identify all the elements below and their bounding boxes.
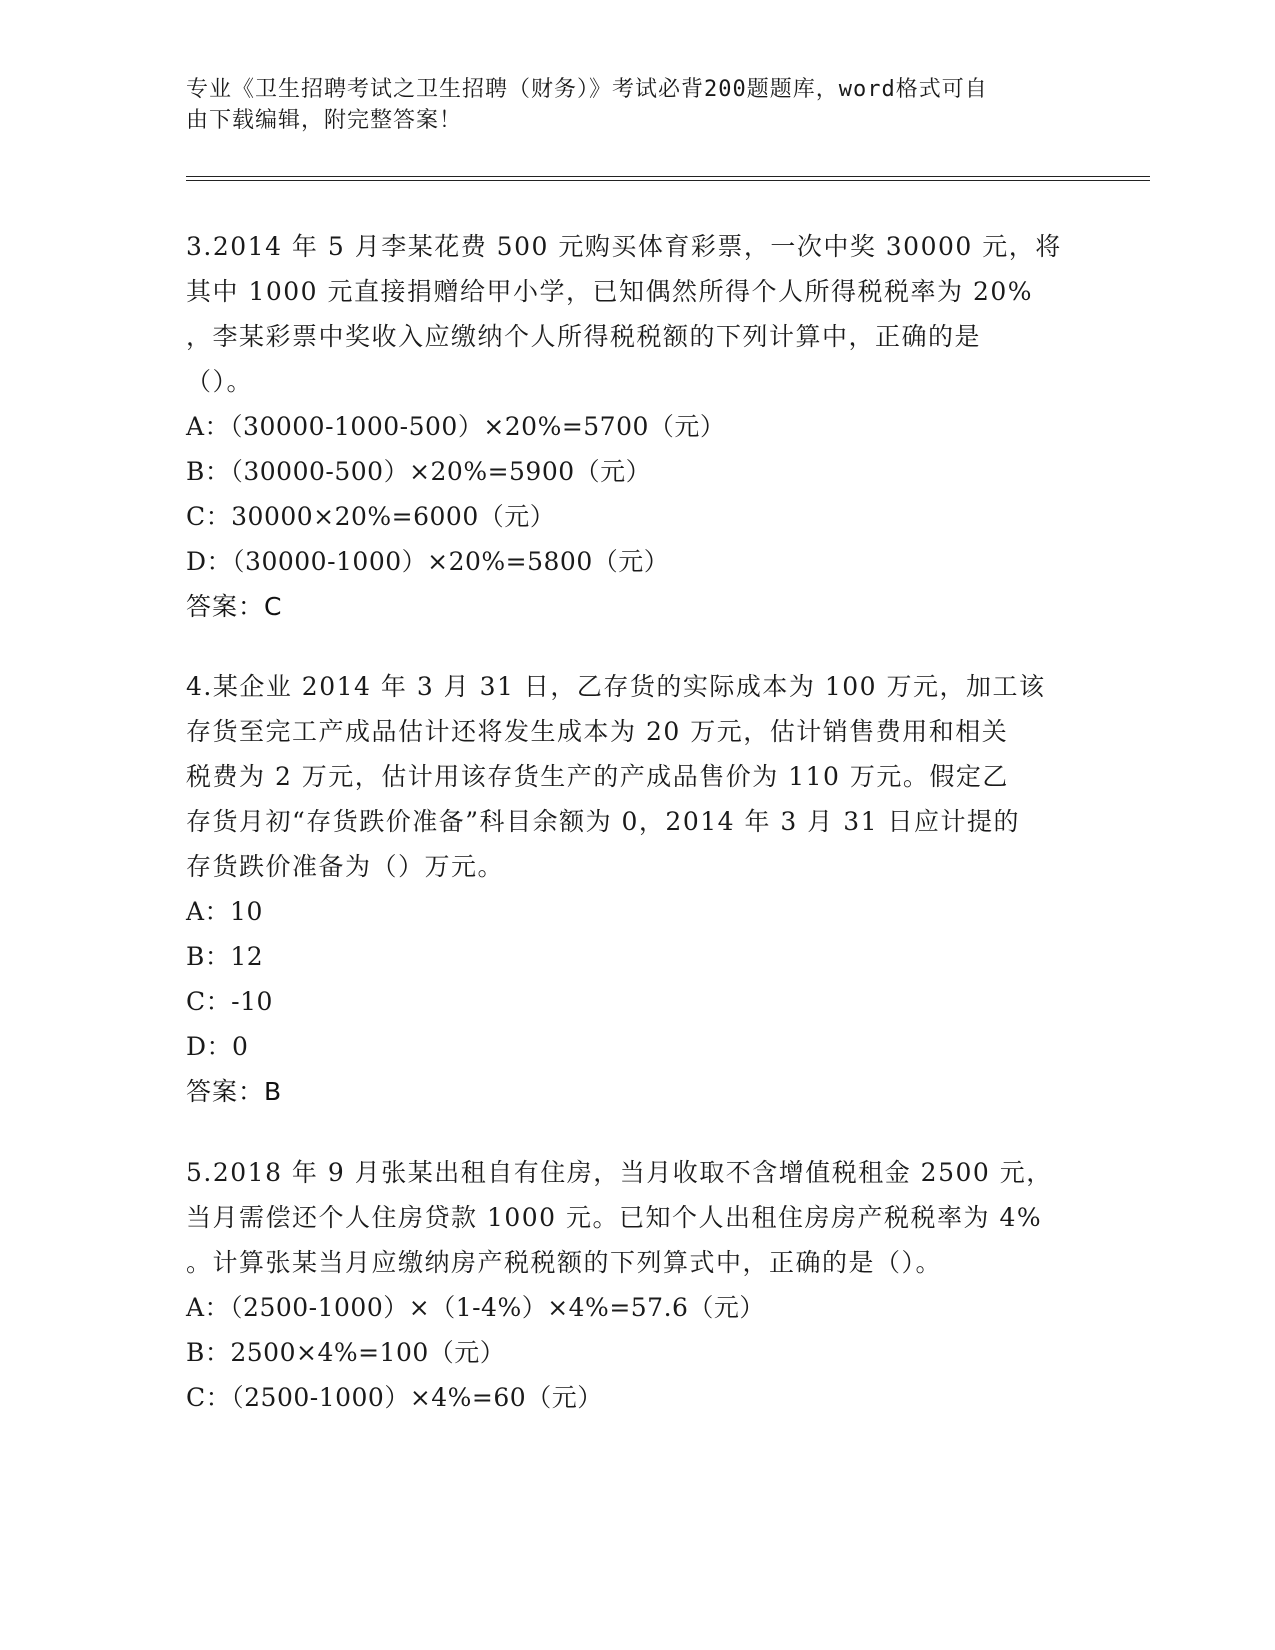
question-4 bbox=[186, 664, 1086, 1114]
header-line-1: 专业《卫生招聘考试之卫生招聘（财务）》考试必背200题题库，word格式可自 bbox=[186, 77, 988, 102]
header-double-rule bbox=[186, 176, 1150, 181]
option-a: A：（2500-1000）×（1-4%）×4%=57.6（元） bbox=[186, 1293, 765, 1322]
question-stem-line: 存货月初“存货跌价准备”科目余额为 0，2014 年 3 月 31 日应计提的 bbox=[186, 807, 1020, 836]
option-c: C：-10 bbox=[186, 987, 273, 1016]
option-b: B：12 bbox=[186, 942, 264, 971]
option-a: A：10 bbox=[186, 897, 263, 926]
option-c: C：（2500-1000）×4%=60（元） bbox=[186, 1383, 603, 1412]
option-b: B：2500×4%=100（元） bbox=[186, 1338, 506, 1367]
question-stem-line: 4.某企业 2014 年 3 月 31 日，乙存货的实际成本为 100 万元，加工该 bbox=[186, 672, 1046, 701]
question-stem-line: 税费为 2 万元，估计用该存货生产的产成品售价为 110 万元。假定乙 bbox=[186, 762, 1009, 791]
answer-label: 答案：C bbox=[186, 592, 283, 621]
question-stem-line: 5.2018 年 9 月张某出租自有住房，当月收取不含增值税租金 2500 元， bbox=[186, 1158, 1053, 1187]
question-5 bbox=[186, 1150, 1086, 1420]
question-stem-line: 存货至完工产成品估计还将发生成本为 20 万元，估计销售费用和相关 bbox=[186, 717, 1009, 746]
question-stem-line: 当月需偿还个人住房贷款 1000 元。已知个人出租住房房产税税率为 4% bbox=[186, 1203, 1043, 1232]
question-stem-line: 3.2014 年 5 月李某花费 500 元购买体育彩票，一次中奖 30000 元，将 bbox=[186, 232, 1062, 261]
document-header bbox=[186, 74, 1066, 136]
question-stem-line: 存货跌价准备为（）万元。 bbox=[186, 852, 505, 881]
header-line-2: 由下载编辑，附完整答案！ bbox=[186, 108, 463, 133]
question-stem-line: 。计算张某当月应缴纳房产税税额的下列算式中，正确的是（）。 bbox=[186, 1248, 943, 1277]
option-d: D：0 bbox=[186, 1032, 249, 1061]
question-stem-line: ，李某彩票中奖收入应缴纳个人所得税税额的下列计算中，正确的是 bbox=[186, 322, 982, 351]
question-stem-line: （）。 bbox=[186, 367, 254, 396]
option-c: C：30000×20%=6000（元） bbox=[186, 502, 556, 531]
option-b: B：（30000-500）×20%=5900（元） bbox=[186, 457, 652, 486]
option-d: D：（30000-1000）×20%=5800（元） bbox=[186, 547, 670, 576]
question-3 bbox=[186, 224, 1086, 629]
question-stem-line: 其中 1000 元直接捐赠给甲小学，已知偶然所得个人所得税税率为 20% bbox=[186, 277, 1034, 306]
answer-label: 答案：B bbox=[186, 1077, 283, 1106]
option-a: A：（30000-1000-500）×20%=5700（元） bbox=[186, 412, 726, 441]
